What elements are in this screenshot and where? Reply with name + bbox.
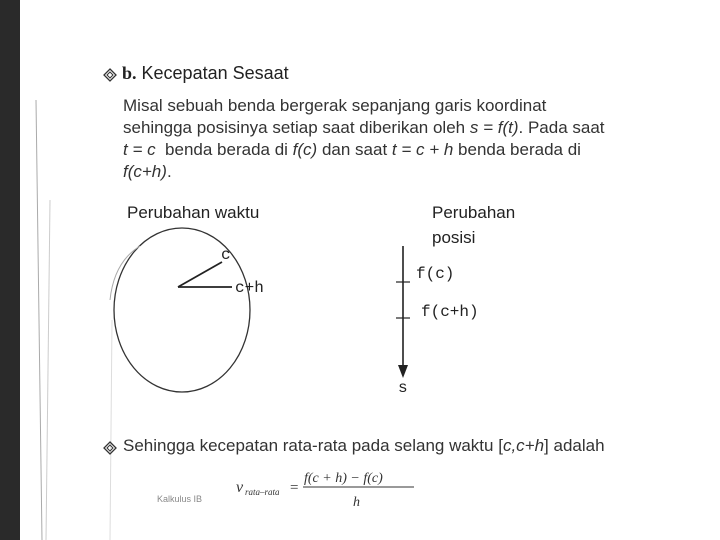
circle-shadow-arc xyxy=(110,246,140,300)
para-line-1: Misal sebuah benda bergerak sepanjang garis koordinat xyxy=(123,96,547,115)
heading-letter: b. xyxy=(122,63,137,83)
position-axis-arrow-icon xyxy=(398,365,408,378)
time-change-label: Perubahan waktu xyxy=(127,203,260,222)
var-s-eq-ft: s = f(t) xyxy=(469,118,519,137)
conclusion-text xyxy=(123,436,605,456)
label-c-plus-h: c+h xyxy=(235,279,264,297)
label-fch: f(c+h) xyxy=(421,303,479,321)
position-change-label-2: posisi xyxy=(432,228,476,247)
var-fc: f(c) xyxy=(292,140,318,159)
para-line-2: sehingga posisinya setiap saat diberikan oleh xyxy=(123,118,470,137)
label-s: s xyxy=(398,379,408,397)
para-line-3-mid1: benda berada di xyxy=(155,140,293,159)
var-fch: f(c+h) xyxy=(123,162,167,181)
formula-equals: = xyxy=(290,480,299,496)
conclusion-after: ] adalah xyxy=(544,436,605,455)
formula-numerator: f(c + h) − f(c) xyxy=(304,471,383,486)
arrow-to-c xyxy=(178,262,222,287)
var-t-eq-c-plus-h: t = c + h xyxy=(391,140,454,159)
position-change-label-1: Perubahan xyxy=(432,203,516,222)
formula-subscript: rata–rata xyxy=(245,487,280,497)
formula-denominator: h xyxy=(353,495,360,510)
para-line-3-mid2: dan saat xyxy=(317,140,392,159)
conclusion-interval: c,c+h xyxy=(502,436,545,455)
heading-title: Kecepatan Sesaat xyxy=(141,63,289,83)
conclusion-before: Sehingga kecepatan rata-rata pada selang waktu [ xyxy=(123,436,503,455)
formula-v: v xyxy=(236,479,244,496)
label-c: c xyxy=(221,246,231,264)
label-fc: f(c) xyxy=(416,265,455,283)
para-line-2-end: . Pada saat xyxy=(518,118,605,137)
para-line-4-end: . xyxy=(166,162,172,181)
para-line-3-end: benda berada di xyxy=(453,140,581,159)
average-velocity-formula xyxy=(232,462,422,512)
var-t-eq-c: t = c xyxy=(123,140,156,159)
footer-course-label: Kalkulus IB xyxy=(157,494,203,504)
diamond-bullet-icon xyxy=(103,441,117,455)
